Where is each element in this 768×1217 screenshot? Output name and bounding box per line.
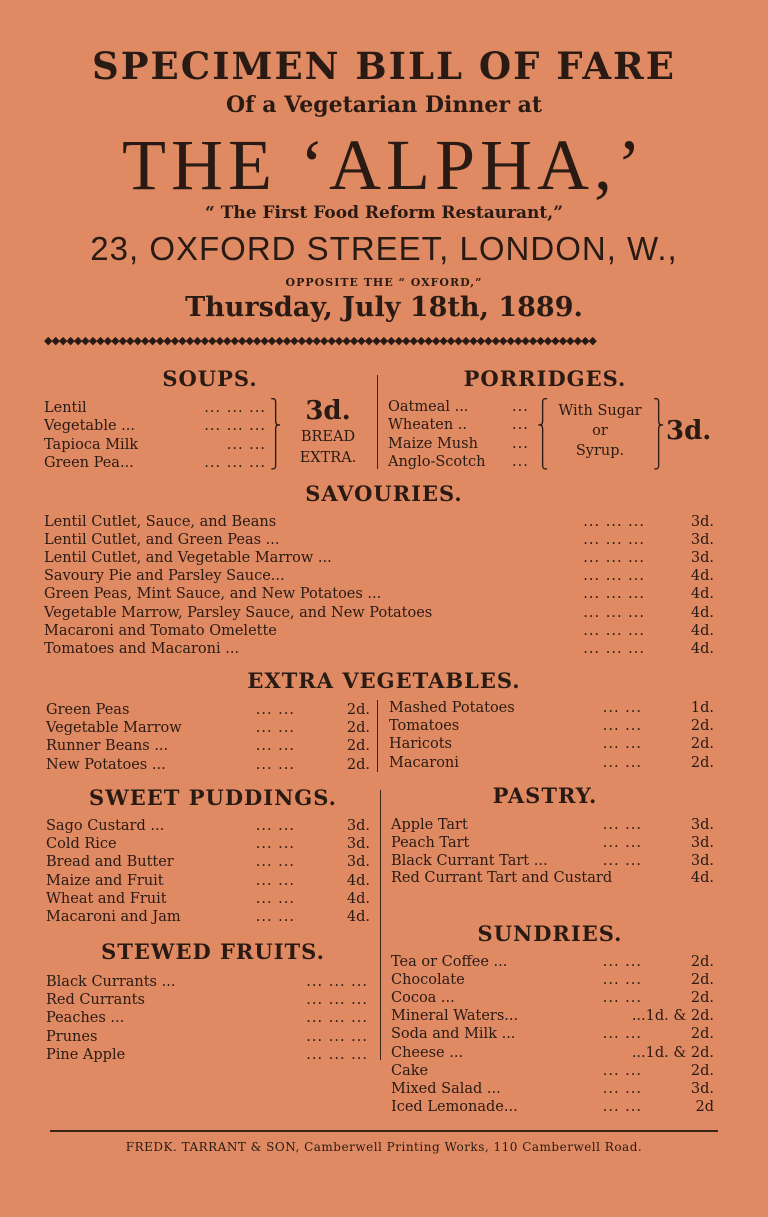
leader-dots: ... ... ...	[204, 418, 266, 435]
porridge-item: Anglo-Scotch	[388, 453, 486, 470]
pudding-item: Wheat and Fruit	[46, 890, 167, 907]
sundry-price: 2d.	[690, 972, 714, 989]
soup-item: Lentil	[44, 400, 87, 416]
soup-item: Tapioca Milk	[44, 436, 139, 453]
leader-dots: ...	[512, 453, 529, 470]
document-title: SPECIMEN BILL OF FARE	[92, 44, 676, 88]
stewed-fruits-heading: STEWED FRUITS.	[101, 939, 325, 964]
pudding-price: 3d.	[346, 836, 370, 853]
leader-dots: ... ...	[602, 817, 642, 833]
sundry-price: 3d.	[690, 1080, 714, 1097]
leader-dots: ... ...	[602, 972, 642, 989]
leader-dots: ... ...	[602, 1098, 642, 1115]
leader-dots: ... ...	[602, 754, 642, 771]
leader-dots: ... ... ...	[583, 568, 645, 585]
porridges-brace-right: ⎫ ⎬ ⎪ ⎭	[653, 398, 665, 470]
leader-dots: ... ...	[602, 1080, 642, 1097]
vegetable-item: Runner Beans ...	[46, 738, 169, 755]
leader-dots: ... ...	[255, 720, 295, 737]
restaurant-name: THE ‘ALPHA,’	[122, 125, 646, 205]
leader-dots: ... ... ...	[306, 974, 368, 990]
leader-dots: ...	[512, 417, 529, 434]
sundry-price: ...1d. & 2d.	[631, 1008, 714, 1025]
savoury-item: Lentil Cutlet, Sauce, and Beans	[44, 514, 277, 530]
sundry-price: ...1d. & 2d.	[631, 1044, 714, 1061]
vegetable-price: 2d.	[346, 756, 370, 773]
leader-dots: ... ...	[602, 954, 642, 970]
leader-dots: ... ...	[602, 852, 642, 869]
document-subtitle: Of a Vegetarian Dinner at	[226, 92, 542, 118]
savoury-price: 3d.	[690, 550, 714, 567]
sundry-item: Mixed Salad ...	[391, 1080, 501, 1097]
footer-rule	[50, 1130, 718, 1132]
savoury-item: Macaroni and Tomato Omelette	[44, 622, 277, 639]
leader-dots: ... ... ...	[204, 454, 266, 471]
vegetable-price: 2d.	[690, 754, 714, 771]
leader-dots: ... ...	[255, 890, 295, 907]
sundry-price: 2d.	[690, 954, 714, 970]
pastry-price: 3d.	[690, 834, 714, 851]
soups-heading: SOUPS.	[162, 366, 258, 391]
vegetable-price: 2d.	[690, 718, 714, 735]
pudding-item: Sago Custard ...	[46, 818, 165, 834]
sundry-item: Cheese ...	[391, 1044, 464, 1061]
leader-dots: ... ... ...	[583, 640, 645, 657]
savoury-item: Green Peas, Mint Sauce, and New Potatoes ...	[44, 586, 382, 603]
leader-dots: ... ...	[255, 854, 295, 871]
leader-dots: ... ...	[226, 436, 266, 453]
pastry-price: 3d.	[690, 852, 714, 869]
sundry-price: 2d.	[690, 990, 714, 1007]
sundry-price: 2d.	[690, 1026, 714, 1043]
pudding-item: Macaroni and Jam	[46, 909, 181, 925]
extra-vegetables-divider	[377, 700, 378, 772]
sundry-item: Chocolate	[391, 972, 465, 989]
stewed-fruit-item: Peaches ...	[46, 1010, 125, 1027]
sweet-puddings-heading: SWEET PUDDINGS.	[89, 785, 337, 810]
vegetable-price: 2d.	[346, 738, 370, 755]
leader-dots: ... ... ...	[306, 1010, 368, 1027]
soups-bread-note: BREAD	[300, 429, 356, 445]
leader-dots: ... ...	[602, 736, 642, 753]
leader-dots: ... ... ...	[583, 604, 645, 621]
vegetable-item: Haricots	[389, 736, 452, 753]
leader-dots: ... ...	[255, 872, 295, 889]
savoury-item: Lentil Cutlet, and Green Peas ...	[44, 532, 280, 549]
pudding-item: Maize and Fruit	[46, 872, 164, 889]
leader-dots: ... ... ...	[583, 532, 645, 549]
savoury-price: 4d.	[690, 568, 714, 585]
pudding-price: 4d.	[346, 872, 370, 889]
sundry-price: 2d.	[690, 1062, 714, 1079]
leader-dots: ... ...	[255, 909, 295, 925]
extra-vegetables-heading: EXTRA VEGETABLES.	[247, 668, 521, 693]
porridges-note-syrup: Syrup.	[575, 443, 625, 459]
sundry-item: Tea or Coffee ...	[391, 954, 508, 970]
sundry-item: Cocoa ...	[391, 990, 455, 1007]
pastry-price: 3d.	[690, 817, 714, 833]
pudding-item: Cold Rice	[46, 836, 117, 853]
pudding-price: 4d.	[346, 890, 370, 907]
address-opposite: OPPOSITE THE “ OXFORD,”	[285, 276, 483, 289]
stewed-fruit-item: Red Currants	[46, 992, 145, 1009]
soup-item: Vegetable ...	[44, 418, 135, 435]
leader-dots: ... ...	[602, 1062, 642, 1079]
vegetable-item: Macaroni	[389, 754, 459, 771]
porridge-item: Wheaten ..	[388, 417, 468, 434]
vegetable-price: 2d.	[690, 736, 714, 753]
soup-item: Green Pea...	[44, 454, 134, 471]
sundry-item: Iced Lemonade...	[391, 1098, 518, 1115]
soups-brace: ⎫ ⎬ ⎪ ⎭	[270, 398, 282, 470]
pastry-item: Apple Tart	[391, 817, 468, 833]
vegetable-item: Tomatoes	[389, 718, 460, 735]
vegetable-item: New Potatoes ...	[46, 756, 166, 773]
soups-price: 3d.	[305, 396, 351, 426]
savoury-price: 3d.	[690, 514, 714, 530]
savoury-price: 3d.	[690, 532, 714, 549]
pastry-item: Peach Tart	[391, 834, 470, 851]
savoury-item: Tomatoes and Macaroni ...	[44, 640, 240, 657]
restaurant-tagline: “ The First Food Reform Restaurant,”	[205, 203, 563, 223]
lower-divider	[380, 790, 381, 1060]
leader-dots: ... ...	[602, 990, 642, 1007]
leader-dots: ... ...	[255, 702, 295, 718]
leader-dots: ...	[512, 435, 529, 452]
leader-dots: ... ...	[255, 818, 295, 834]
pudding-item: Bread and Butter	[46, 854, 174, 871]
savoury-price: 4d.	[690, 586, 714, 603]
stewed-fruit-item: Black Currants ...	[46, 974, 176, 990]
leader-dots: ... ... ...	[583, 550, 645, 567]
pastry-item: Red Currant Tart and Custard	[391, 870, 613, 887]
stewed-fruit-item: Pine Apple	[46, 1046, 126, 1063]
porridge-item: Oatmeal ...	[388, 399, 469, 415]
leader-dots: ... ... ...	[306, 1028, 368, 1045]
leader-dots: ... ... ...	[204, 400, 266, 416]
porridges-note-sugar: With Sugar	[558, 403, 642, 419]
pudding-price: 4d.	[346, 909, 370, 925]
porridges-brace-left: ⎧ ⎨ ⎪ ⎩	[537, 398, 549, 470]
savoury-price: 4d.	[690, 622, 714, 639]
leader-dots: ... ...	[602, 834, 642, 851]
sundries-heading: SUNDRIES.	[477, 921, 623, 946]
savoury-item: Lentil Cutlet, and Vegetable Marrow ...	[44, 550, 332, 567]
porridge-item: Maize Mush	[388, 435, 478, 452]
sundry-price: 2d	[695, 1098, 714, 1115]
leader-dots: ... ...	[602, 700, 642, 716]
porridges-price: 3d.	[666, 416, 712, 446]
savoury-item: Savoury Pie and Parsley Sauce...	[44, 568, 285, 585]
leader-dots: ... ...	[602, 718, 642, 735]
soups-extra-note: EXTRA.	[299, 450, 357, 466]
soups-divider	[377, 375, 378, 469]
sundry-item: Cake	[391, 1062, 429, 1079]
pastry-item: Black Currant Tart ...	[391, 852, 548, 869]
stewed-fruit-item: Prunes	[46, 1028, 98, 1045]
vegetable-item: Vegetable Marrow	[46, 720, 182, 737]
decorative-divider: ◆◆◆◆◆◆◆◆◆◆◆◆◆◆◆◆◆◆◆◆◆◆◆◆◆◆◆◆◆◆◆◆◆◆◆◆◆◆◆◆◆◆◆◆◆◆◆◆◆◆◆◆◆◆◆◆◆◆◆◆◆◆◆◆◆◆◆◆◆◆◆◆◆◆	[44, 334, 597, 347]
restaurant-address: 23, OXFORD STREET, LONDON, W.,	[90, 230, 678, 267]
porridges-note-or: or	[592, 423, 608, 439]
porridges-heading: PORRIDGES.	[463, 366, 627, 391]
vegetable-item: Mashed Potatoes	[389, 700, 515, 716]
printer-imprint: FREDK. TARRANT & SON, Camberwell Printing Works, 110 Camberwell Road.	[125, 1140, 643, 1154]
leader-dots: ... ...	[602, 1026, 642, 1043]
leader-dots: ... ... ...	[583, 514, 645, 530]
leader-dots: ... ... ...	[583, 586, 645, 603]
vegetable-price: 2d.	[346, 702, 370, 718]
menu-date: Thursday, July 18th, 1889.	[185, 292, 583, 323]
leader-dots: ... ...	[255, 836, 295, 853]
leader-dots: ... ... ...	[306, 1046, 368, 1063]
sundry-item: Mineral Waters...	[391, 1008, 519, 1025]
vegetable-item: Green Peas	[46, 702, 130, 718]
leader-dots: ... ...	[255, 756, 295, 773]
vegetable-price: 1d.	[690, 700, 714, 716]
pastry-price: 4d.	[690, 870, 714, 887]
leader-dots: ... ...	[255, 738, 295, 755]
pudding-price: 3d.	[346, 818, 370, 834]
savouries-heading: SAVOURIES.	[305, 481, 463, 506]
vegetable-price: 2d.	[346, 720, 370, 737]
savoury-price: 4d.	[690, 640, 714, 657]
pudding-price: 3d.	[346, 854, 370, 871]
sundry-item: Soda and Milk ...	[391, 1026, 516, 1043]
savoury-price: 4d.	[690, 604, 714, 621]
savoury-item: Vegetable Marrow, Parsley Sauce, and New Potatoes	[44, 604, 433, 621]
leader-dots: ... ... ...	[583, 622, 645, 639]
pastry-heading: PASTRY.	[492, 783, 598, 808]
leader-dots: ... ... ...	[306, 992, 368, 1009]
leader-dots: ...	[512, 399, 529, 415]
